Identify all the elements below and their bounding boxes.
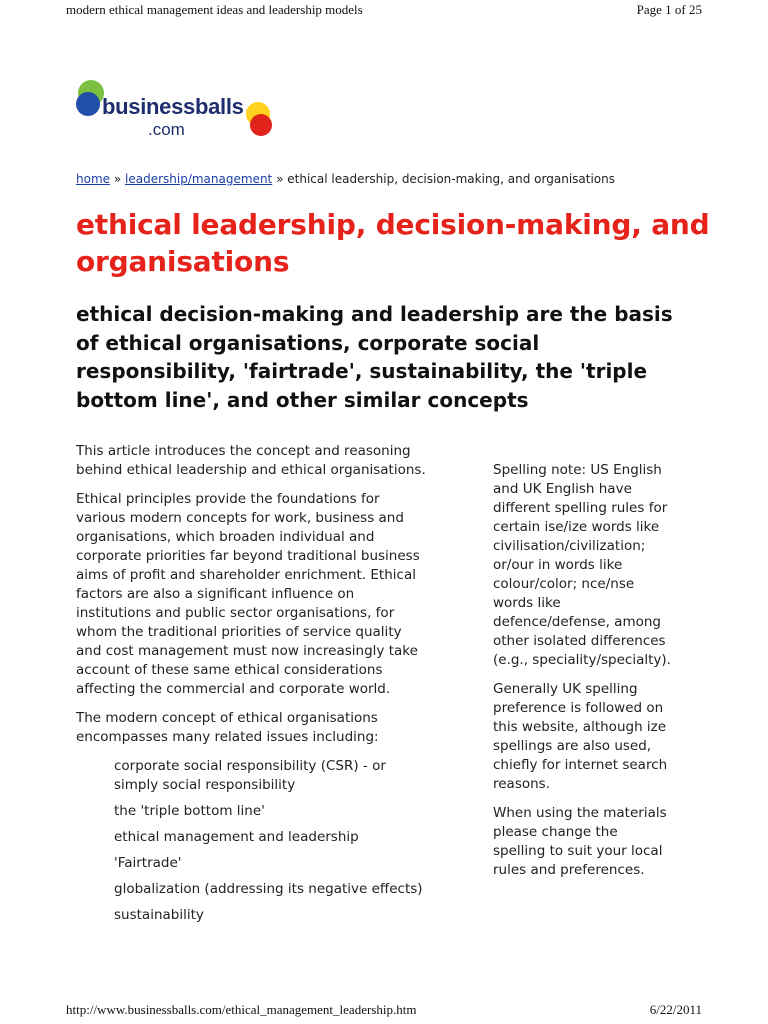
list-item: ethical management and leadership bbox=[114, 829, 359, 845]
breadcrumb-separator: » bbox=[110, 172, 126, 186]
spelling-note-paragraph: Spelling note: US English and UK English have different spelling rules for certain ise/ize words like civilisation/civilization; or/our in words like colour/color; nce/nse words like defence/defense, among other isolated differences (e.g., speciality/specialty). bbox=[493, 462, 671, 668]
page-title: ethical leadership, decision-making, and organisations bbox=[76, 208, 710, 278]
issues-list bbox=[76, 757, 426, 925]
list-item: sustainability bbox=[114, 907, 204, 923]
logo-name: businessballs bbox=[102, 94, 244, 119]
article-body bbox=[76, 442, 426, 932]
breadcrumb bbox=[76, 172, 615, 186]
logo-tld: .com bbox=[148, 120, 185, 139]
print-footer-url: http://www.businessballs.com/ethical_management_leadership.htm bbox=[66, 1002, 417, 1017]
intro-paragraph: This article introduces the concept and reasoning behind ethical leadership and ethical organisations. bbox=[76, 443, 426, 478]
print-footer bbox=[0, 1000, 768, 1024]
list-item: globalization (addressing its negative effects) bbox=[114, 881, 423, 897]
logo-blue-ball-icon bbox=[76, 92, 100, 116]
breadcrumb-home-link[interactable]: home bbox=[76, 172, 111, 186]
uk-preference-paragraph: Generally UK spelling preference is followed on this website, although ize spellings are also used, chiefly for internet search reasons. bbox=[493, 681, 668, 792]
concept-paragraph: The modern concept of ethical organisations encompasses many related issues including: bbox=[76, 710, 379, 745]
breadcrumb-leadership-link[interactable]: leadership/management bbox=[125, 172, 273, 186]
principles-paragraph: Ethical principles provide the foundations for various modern concepts for work, business and organisations, which broaden individual and corporate priorities far beyond traditional business aims of profit and shareholder enrichment. Ethical factors are also a significant influence on institutions and public sector organisations, for whom the traditional priorities of service quality and cost management must now increasingly take account of these same ethical considerations affecting the commercial and corporate world. bbox=[76, 491, 420, 697]
list-item: the 'triple bottom line' bbox=[114, 803, 265, 819]
print-header bbox=[0, 0, 768, 22]
print-header-title: modern ethical management ideas and leadership models bbox=[66, 2, 363, 17]
businessballs-logo[interactable] bbox=[76, 80, 276, 146]
logo-red-ball-icon bbox=[250, 114, 272, 136]
list-item: 'Fairtrade' bbox=[114, 855, 182, 871]
print-header-page-number: Page 1 of 25 bbox=[636, 2, 702, 17]
breadcrumb-separator: » bbox=[272, 172, 288, 186]
page-subtitle: ethical decision-making and leadership are the basis of ethical organisations, corporate social responsibility, 'fairtrade', sustainability, the 'triple bottom line', and other similar concepts bbox=[76, 302, 673, 412]
breadcrumb-current: ethical leadership, decision-making, and organisations bbox=[287, 172, 615, 186]
list-item: corporate social responsibility (CSR) - or simply social responsibility bbox=[114, 758, 386, 793]
print-footer-date: 6/22/2011 bbox=[649, 1002, 702, 1017]
spelling-note-sidebar bbox=[493, 461, 671, 890]
usage-paragraph: When using the materials please change the spelling to suit your local rules and preferences. bbox=[493, 805, 667, 878]
